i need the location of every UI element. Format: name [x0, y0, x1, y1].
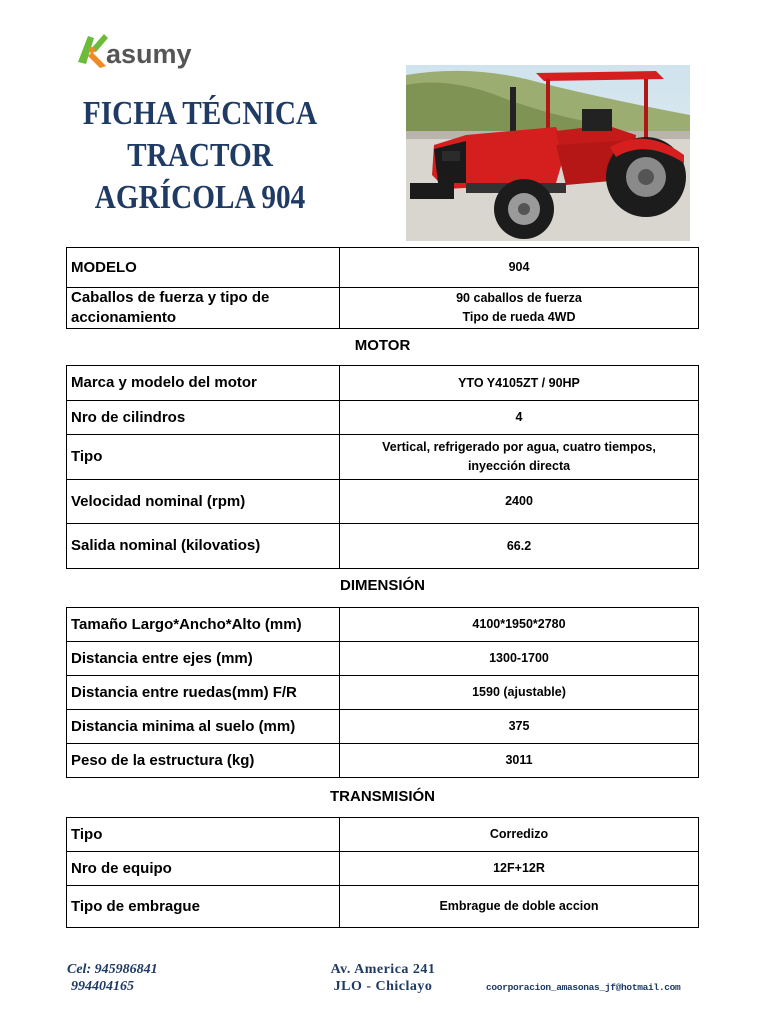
table-row [67, 818, 699, 852]
spec-key: Salida nominal (kilovatios) [67, 524, 340, 569]
spec-value-line: Tipo de rueda 4WD [462, 310, 576, 324]
transmision-specs-table [66, 817, 699, 928]
spec-key: Distancia minima al suelo (mm) [67, 710, 340, 744]
dimension-specs-table [66, 607, 699, 778]
spec-key: MODELO [67, 248, 340, 288]
brand-wordmark: asumy [106, 39, 192, 69]
motor-specs-table [66, 365, 699, 569]
section-heading-transmision: TRANSMISIÓN [330, 788, 435, 805]
spec-key: Tipo [67, 818, 340, 852]
table-row [67, 248, 699, 288]
spec-key: Nro de cilindros [67, 401, 340, 435]
footer-address [320, 961, 446, 995]
spec-value-line: 90 caballos de fuerza [456, 291, 582, 305]
section-heading-motor: MOTOR [354, 337, 411, 354]
table-row [67, 852, 699, 886]
title-line-1: FICHA TÉCNICA [82, 95, 318, 132]
spec-value: 4 [340, 401, 699, 435]
spec-value: 2400 [340, 480, 699, 524]
spec-key: Tamaño Largo*Ancho*Alto (mm) [67, 608, 340, 642]
table-row [67, 676, 699, 710]
spec-value: 1300-1700 [340, 642, 699, 676]
address-line-1: Av. America 241 [330, 962, 436, 977]
footer-email: coorporacion_amasonas_jf@hotmail.com [486, 982, 681, 993]
table-row [67, 480, 699, 524]
spec-key: Tipo de embrague [67, 886, 340, 928]
table-row [67, 524, 699, 569]
table-row [67, 435, 699, 480]
footer-phone [67, 961, 158, 995]
spec-key: Velocidad nominal (rpm) [67, 480, 340, 524]
spec-key: Distancia entre ruedas(mm) F/R [67, 676, 340, 710]
section-heading-dimension: DIMENSIÓN [339, 577, 425, 594]
spec-value: Corredizo [340, 818, 699, 852]
table-row [67, 401, 699, 435]
brand-logo [74, 30, 234, 70]
spec-key: Tipo [67, 435, 340, 480]
general-specs-table [66, 247, 699, 329]
spec-value: YTO Y4105ZT / 90HP [340, 366, 699, 401]
title-line-2: TRACTOR [127, 137, 273, 174]
spec-key: Peso de la estructura (kg) [67, 744, 340, 778]
spec-key: Caballos de fuerza y tipo de accionamiento [67, 288, 340, 329]
table-row [67, 744, 699, 778]
spec-value: 904 [340, 248, 699, 288]
table-row [67, 710, 699, 744]
page-title [80, 93, 321, 219]
table-row [67, 886, 699, 928]
spec-value: 1590 (ajustable) [340, 676, 699, 710]
table-row [67, 366, 699, 401]
table-row [67, 642, 699, 676]
spec-value: 66.2 [340, 524, 699, 569]
table-row [67, 288, 699, 329]
spec-key: Nro de equipo [67, 852, 340, 886]
spec-value: 4100*1950*2780 [340, 608, 699, 642]
phone-1: Cel: 945986841 [67, 962, 158, 977]
phone-2: 994404165 [71, 979, 134, 994]
title-line-3: AGRÍCOLA 904 [94, 179, 306, 216]
spec-value: 3011 [340, 744, 699, 778]
spec-value: 375 [340, 710, 699, 744]
tractor-photo [406, 65, 690, 241]
spec-key: Marca y modelo del motor [67, 366, 340, 401]
spec-value [340, 288, 699, 329]
spec-key: Distancia entre ejes (mm) [67, 642, 340, 676]
address-line-2: JLO - Chiclayo [333, 979, 433, 994]
spec-value: 12F+12R [340, 852, 699, 886]
table-row [67, 608, 699, 642]
spec-value: Vertical, refrigerado por agua, cuatro tiempos, inyección directa [340, 435, 699, 480]
spec-value: Embrague de doble accion [340, 886, 699, 928]
